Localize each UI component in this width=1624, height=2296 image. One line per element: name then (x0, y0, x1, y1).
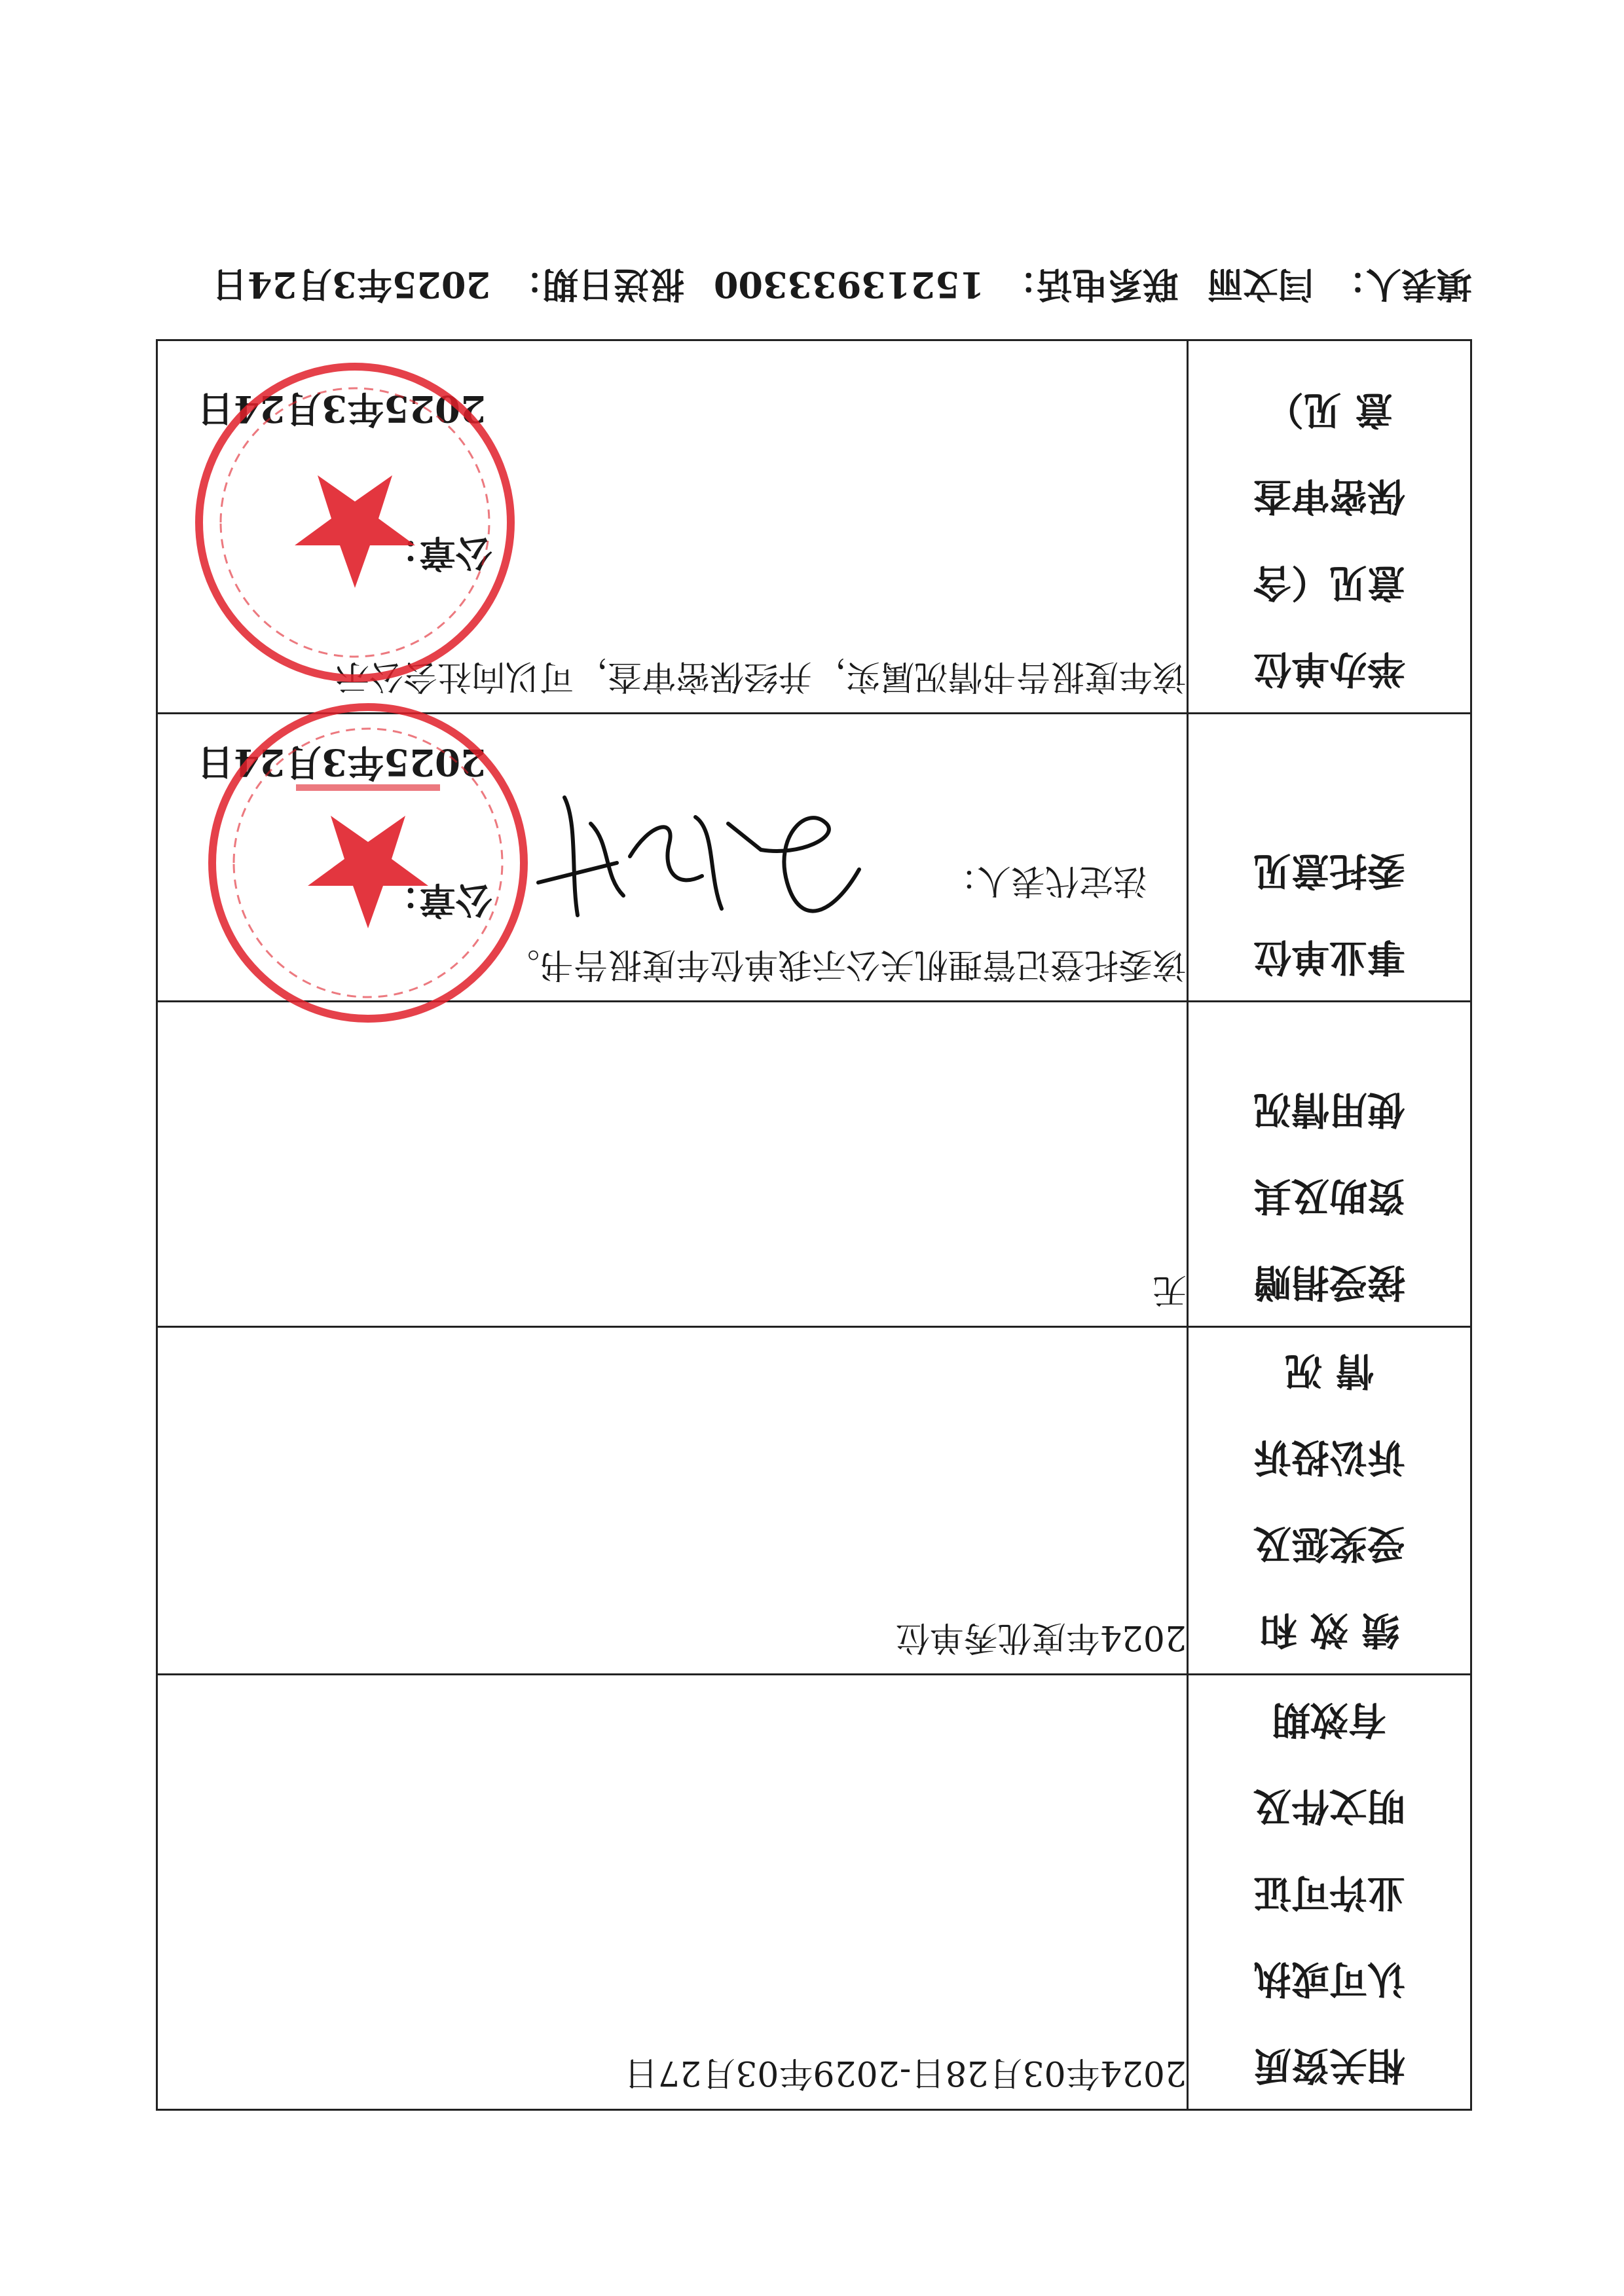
label-donations: 接受捐赠 资助及其 使用情况 (1188, 1002, 1471, 1327)
table-row (157, 340, 1471, 714)
phone-number: 15213933300 (713, 264, 985, 306)
form-footer (156, 262, 1472, 312)
label-qualifications: 相关资质 认可或执 业许可证 明文件及 有效期 (1188, 1675, 1471, 2110)
label-entrust: 事业单位 委托意见 (1188, 714, 1471, 1002)
label-sponsor: 举办单位 意见（含 保密审查 意 见） (1188, 340, 1471, 714)
seal-label: 公章： (382, 878, 492, 921)
content-sponsor (157, 340, 1188, 714)
content-qualifications (157, 1675, 1188, 2110)
official-seal-stamp (204, 699, 532, 1027)
submit-date: 2025年3月24日 (212, 264, 491, 306)
filler-label: 填表人： (1331, 264, 1472, 306)
seal-label: 公章： (382, 531, 492, 574)
table-row (157, 1002, 1471, 1327)
table-row (157, 1327, 1471, 1675)
sponsor-opinion-text: 该年度报告书情况属实，并经保密审查，可以向社会公示 (335, 657, 1187, 696)
content-performance (157, 1327, 1188, 1675)
content-entrust (157, 714, 1188, 1002)
legal-rep-signature (525, 784, 879, 955)
content-donations (157, 1002, 1188, 1327)
performance-text: 2024年度优秀单位 (895, 1618, 1187, 1657)
phone-label: 联系电话： (1001, 264, 1179, 306)
license-validity: 2024年03月28日-2029年03月27日 (624, 2053, 1187, 2092)
table-row (157, 714, 1471, 1002)
annual-report-table (156, 339, 1472, 2111)
official-seal-stamp (191, 359, 519, 686)
entrust-text: 该委托登记管理机关公示我单位年度报告书。 (505, 945, 1187, 984)
legal-rep-label: 法定代表人： (942, 861, 1147, 900)
sponsor-date: 2025年3月24日 (197, 387, 486, 430)
table-row (157, 1675, 1471, 2110)
donations-text: 无 (1152, 1270, 1187, 1309)
label-performance: 绩 效 和 受奖惩及 诉讼投诉 情 况 (1188, 1327, 1471, 1675)
submit-date-label: 报送日期： (507, 264, 685, 306)
filler-name: 闫文丽 (1208, 264, 1314, 306)
entrust-date: 2025年3月24日 (197, 740, 486, 784)
